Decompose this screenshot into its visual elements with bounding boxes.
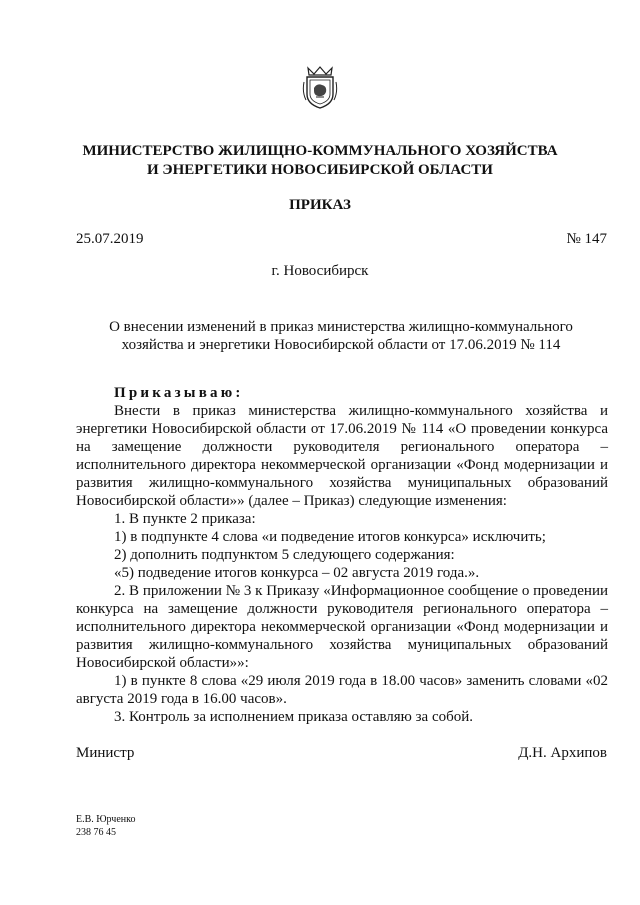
document-body [76, 384, 608, 726]
signer-name: Д.Н. Архипов [518, 745, 607, 761]
signer-title: Министр [76, 745, 135, 761]
executor-phone: 238 76 45 [76, 827, 116, 838]
order-heading: Приказываю: [114, 385, 244, 401]
ministry-name-line1: МИНИСТЕРСТВО ЖИЛИЩНО-КОММУНАЛЬНОГО ХОЗЯЙСТВА [82, 143, 558, 159]
ministry-name [40, 142, 600, 180]
body-paragraph: 2. В приложении № 3 к Приказу «Информационное сообщение о проведении конкурса на замещение должности руководителя регионального оператора – исполнительного директора некоммерческой организации «Фонд модернизации и развития жилищно-коммунального хозяйства муниципальных образований Новосибирской области»»: [76, 583, 608, 671]
body-paragraph: «5) подведение итогов конкурса – 02 августа 2019 года.». [114, 565, 480, 581]
body-paragraph: 1. В пункте 2 приказа: [114, 511, 256, 527]
executor-name: Е.В. Юрченко [76, 814, 136, 825]
document-date: 25.07.2019 [76, 231, 144, 247]
document-city: г. Новосибирск [271, 263, 369, 279]
document-type: ПРИКАЗ [289, 197, 351, 213]
body-paragraph: 1) в пункте 8 слова «29 июля 2019 года в 18.00 часов» заменить словами «02 августа 2019 года в 16.00 часов». [76, 673, 608, 707]
body-paragraph: 2) дополнить подпунктом 5 следующего содержания: [114, 547, 455, 563]
ministry-name-line2: И ЭНЕРГЕТИКИ НОВОСИБИРСКОЙ ОБЛАСТИ [147, 162, 493, 178]
body-paragraph: 3. Контроль за исполнением приказа оставляю за собой. [114, 709, 474, 725]
document-number: № 147 [566, 231, 607, 247]
subject-line2: хозяйства и энергетики Новосибирской области от 17.06.2019 № 114 [121, 337, 561, 353]
coat-of-arms-icon [302, 64, 338, 110]
subject-line1: О внесении изменений в приказ министерства жилищно-коммунального [109, 319, 573, 335]
body-paragraph: Внести в приказ министерства жилищно-коммунального хозяйства и энергетики Новосибирской области от 17.06.2019 № 114 «О проведении конкурса на замещение должности руководителя регионального оператора – исполнительного директора некоммерческой организации «Фонд модернизации и развития жилищно-коммунального хозяйства муниципальных образований Новосибирской области»» (далее – Приказ) следующие изменения: [76, 403, 608, 509]
executor-info [76, 813, 135, 839]
body-paragraph: 1) в подпункте 4 слова «и подведение итогов конкурса» исключить; [114, 529, 546, 545]
document-subject [76, 318, 606, 354]
